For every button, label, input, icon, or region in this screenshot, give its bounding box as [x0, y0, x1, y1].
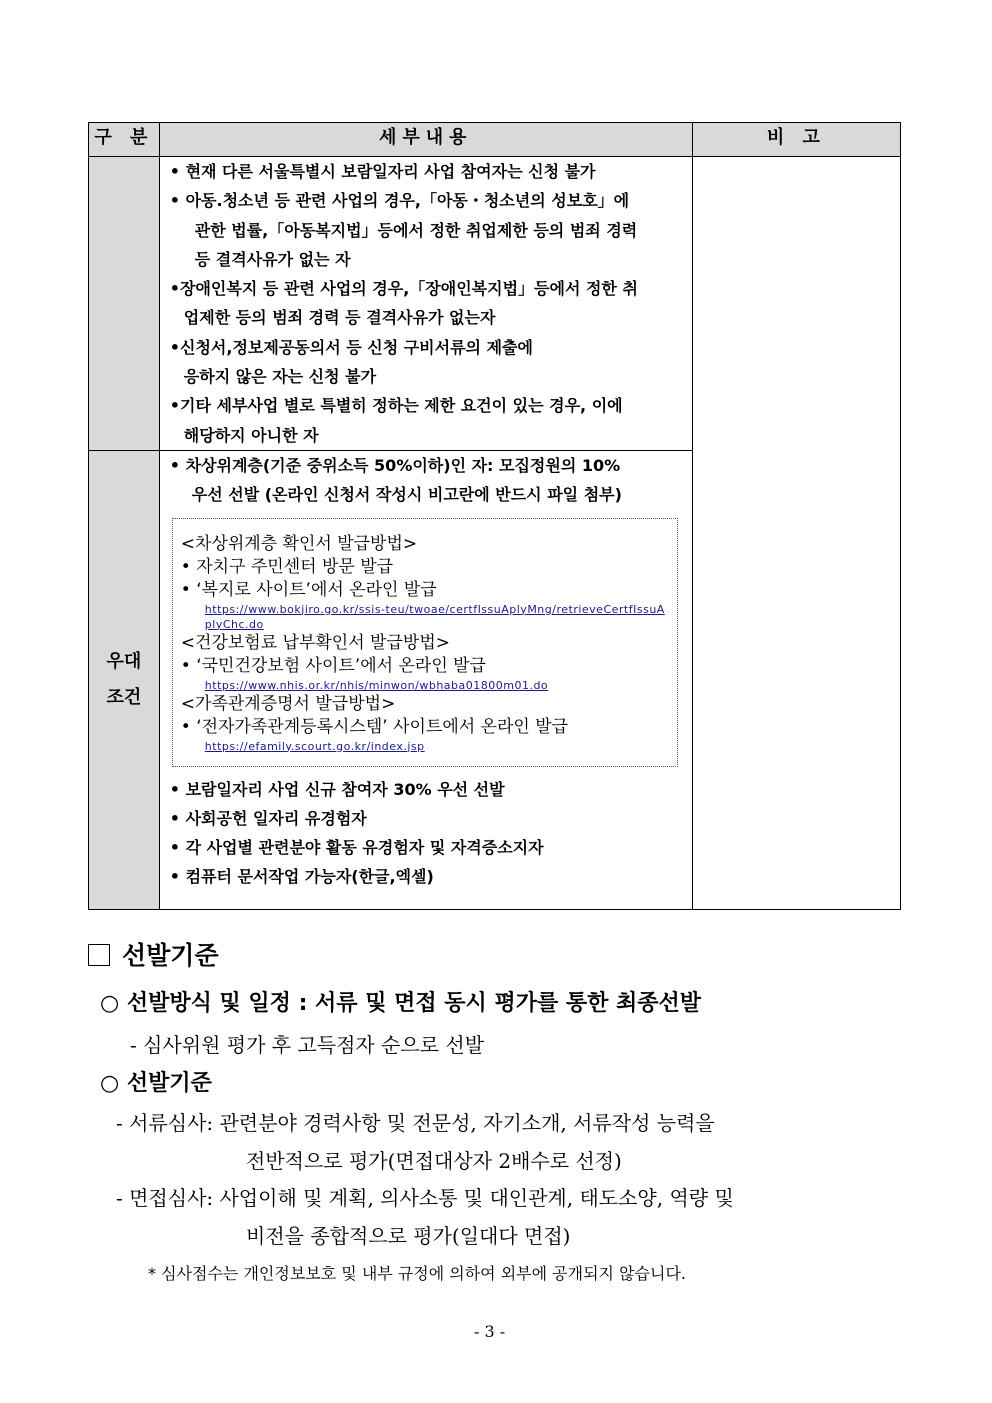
criteria-heading: ○ 선발기준 [100, 1071, 212, 1096]
list-item-cont: 우선 선발 (온라인 신청서 작성시 비고란에 반드시 파일 첨부) [191, 485, 622, 505]
issuance-info-box [172, 518, 678, 767]
header-details: 세부내용 [159, 123, 692, 157]
document-review-cont: 전반적으로 평가(면접대상자 2배수로 선정) [246, 1149, 622, 1173]
checkbox-square-icon [88, 944, 110, 966]
list-item: • 아동.청소년 등 관련 사업의 경우,「아동・청소년의 성보호」에 [169, 191, 630, 211]
remarks-cell [692, 157, 900, 910]
header-category: 구 분 [89, 123, 160, 157]
header-remarks: 비 고 [692, 123, 900, 157]
section-title-text: 선발기준 [122, 941, 219, 970]
interview-review: - 면접심사: 사업이해 및 계획, 의사소통 및 대인관계, 태도소양, 역량 및 [116, 1186, 734, 1210]
efamily-link[interactable]: https://efamily.scourt.go.kr/index.jsp [204, 739, 425, 753]
preference-cell [159, 450, 692, 909]
list-item-cont: 관한 법률,「아동복지법」등에서 정한 취업제한 등의 범죄 경력 [194, 220, 638, 240]
label-line: 우대 [106, 650, 142, 672]
method-heading: ○ 선발방식 및 일정 : 서류 및 면접 동시 평가를 통한 최종선발 [100, 991, 702, 1016]
list-item: • 각 사업별 관련분야 활동 유경험자 및 자격증소지자 [169, 838, 544, 858]
box-item: • 자치구 주민센터 방문 발급 [180, 556, 394, 577]
section-title [88, 936, 219, 972]
list-item-cont: 등 결격사유가 없는 자 [194, 249, 351, 269]
bokjiro-link[interactable]: https://www.bokjiro.go.kr/ssis-teu/twoae/certfIssuAplyMng/retrieveCertfIssuAplyChc.do [204, 602, 665, 631]
list-item: • 현재 다른 서울특별시 보람일자리 사업 참여자는 신청 불가 [169, 162, 596, 181]
list-item: • 차상위계층(기준 중위소득 50%이하)인 자: 모집정원의 10% [169, 455, 621, 475]
box-item: • ‘전자가족관계등록시스템’ 사이트에서 온라인 발급 [180, 716, 569, 737]
list-item: •신청서,정보제공동의서 등 신청 구비서류의 제출에 [169, 337, 533, 357]
label-line: 조건 [106, 686, 142, 708]
list-item-cont: 해당하지 아니한 자 [183, 425, 319, 445]
interview-review-cont: 비전을 종합적으로 평가(일대다 면접) [246, 1224, 571, 1248]
list-item-cont: 응하지 않은 자는 신청 불가 [183, 367, 377, 387]
box-heading: <차상위계층 확인서 발급방법> [180, 533, 418, 554]
category-cell-empty [89, 157, 160, 451]
box-item: • ‘복지로 사이트’에서 온라인 발급 [180, 579, 437, 600]
list-item: • 사회공헌 일자리 유경험자 [169, 808, 367, 828]
document-review: - 서류심사: 관련분야 경력사항 및 전문성, 자기소개, 서류작성 능력을 [116, 1111, 715, 1135]
box-heading: <가족관계증명서 발급방법> [180, 693, 396, 714]
list-item: • 컴퓨터 문서작업 가능자(한글,엑셀) [169, 867, 434, 887]
list-item: • 보람일자리 사업 신규 참여자 30% 우선 선발 [169, 779, 505, 799]
page-number: - 3 - [474, 1322, 506, 1341]
box-item: • ‘국민건강보험 사이트’에서 온라인 발급 [180, 655, 486, 676]
list-item-cont: 업제한 등의 범죄 경력 등 결격사유가 없는자 [183, 308, 496, 328]
nhis-link[interactable]: https://www.nhis.or.kr/nhis/minwon/wbhaba01800m01.do [204, 678, 549, 692]
method-sub: - 심사위원 평가 후 고득점자 순으로 선발 [130, 1033, 485, 1057]
score-note: * 심사점수는 개인정보보호 및 내부 규정에 의하여 외부에 공개되지 않습니다. [148, 1264, 686, 1283]
criteria-table [88, 122, 901, 910]
box-heading: <건강보험료 납부확인서 발급방법> [180, 632, 450, 653]
category-preference [89, 450, 160, 909]
list-item: •장애인복지 등 관련 사업의 경우,「장애인복지법」등에서 정한 취 [169, 279, 638, 299]
restrictions-cell [159, 157, 692, 451]
list-item: •기타 세부사업 별로 특별히 정하는 제한 요건이 있는 경우, 이에 [169, 396, 623, 416]
